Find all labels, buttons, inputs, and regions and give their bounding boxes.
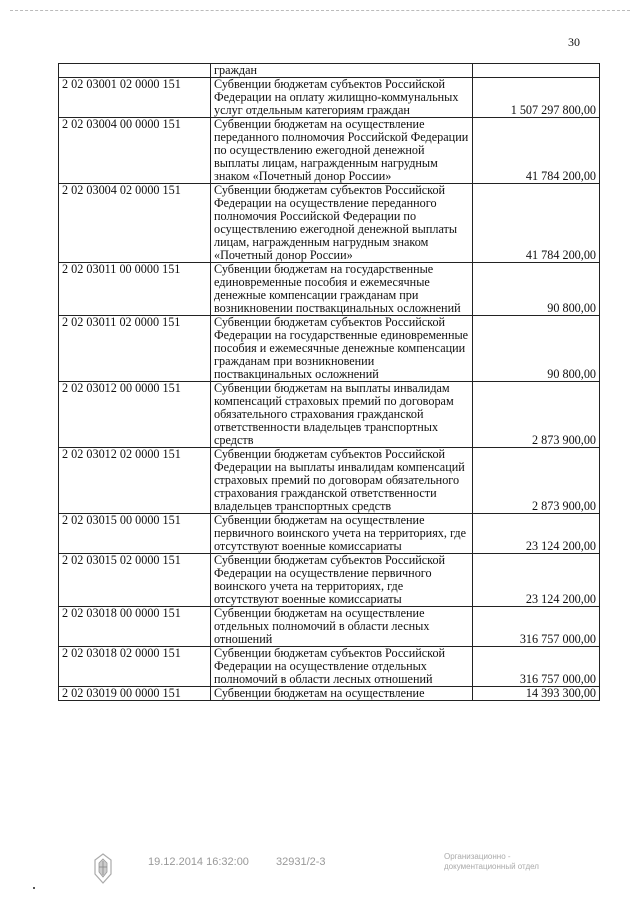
table-row — [59, 554, 600, 607]
budget-code-cell: 2 02 03015 00 0000 151 — [59, 514, 211, 554]
table-row — [59, 687, 600, 701]
table-row — [59, 118, 600, 184]
footer-org-line-2: документационный отдел — [444, 862, 539, 871]
budget-code-cell: 2 02 03018 00 0000 151 — [59, 607, 211, 647]
footer-organization — [444, 852, 539, 872]
amount-cell: 1 507 297 800,00 — [473, 78, 600, 118]
amount-cell: 41 784 200,00 — [473, 184, 600, 263]
table-row — [59, 78, 600, 118]
description-cell: Субвенции бюджетам субъектов Российской Федерации на осуществление отдельных полномочий в области лесных отношений — [211, 647, 473, 687]
budget-code-cell: 2 02 03015 02 0000 151 — [59, 554, 211, 607]
scan-dot — [33, 887, 35, 889]
budget-code-cell: 2 02 03004 02 0000 151 — [59, 184, 211, 263]
amount-cell: 14 393 300,00 — [473, 687, 600, 701]
amount-cell: 2 873 900,00 — [473, 448, 600, 514]
coat-of-arms-icon — [90, 852, 116, 886]
amount-cell: 316 757 000,00 — [473, 607, 600, 647]
budget-code-cell: 2 02 03011 02 0000 151 — [59, 316, 211, 382]
budget-code-cell — [59, 64, 211, 78]
footer-org-line-1: Организационно - — [444, 852, 511, 861]
table-row — [59, 64, 600, 78]
table-row — [59, 382, 600, 448]
budget-code-cell: 2 02 03004 00 0000 151 — [59, 118, 211, 184]
amount-cell: 316 757 000,00 — [473, 647, 600, 687]
table-row — [59, 647, 600, 687]
table-row — [59, 316, 600, 382]
budget-code-cell: 2 02 03012 00 0000 151 — [59, 382, 211, 448]
description-cell: Субвенции бюджетам субъектов Российской Федерации на осуществление переданного полномочия Российской Федерации по осуществлению ежегодной денежной выплаты лицам, награжденным нагрудным знаком «Почетный донор России» — [211, 184, 473, 263]
description-cell: Субвенции бюджетам субъектов Российской Федерации на выплаты инвалидам компенсаций страховых премий по договорам обязательного страхования гражданской ответственности владельцев транспортных средств — [211, 448, 473, 514]
amount-cell: 90 800,00 — [473, 316, 600, 382]
budget-code-cell: 2 02 03019 00 0000 151 — [59, 687, 211, 701]
table-row — [59, 448, 600, 514]
description-cell: Субвенции бюджетам на осуществление переданного полномочия Российской Федерации по осуществлению ежегодной денежной выплаты лицам, награжденным нагрудным знаком «Почетный донор России» — [211, 118, 473, 184]
page-footer — [0, 852, 640, 902]
budget-code-cell: 2 02 03018 02 0000 151 — [59, 647, 211, 687]
table-row — [59, 607, 600, 647]
table-row — [59, 263, 600, 316]
description-cell: Субвенции бюджетам на осуществление отдельных полномочий в области лесных отношений — [211, 607, 473, 647]
page-number: 30 — [568, 35, 580, 49]
amount-cell: 23 124 200,00 — [473, 514, 600, 554]
description-cell: Субвенции бюджетам субъектов Российской Федерации на государственные единовременные пособия и ежемесячные денежные компенсации гражданам при возникновении поствакцинальных осложнений — [211, 316, 473, 382]
budget-table-body — [59, 64, 600, 701]
amount-cell: 41 784 200,00 — [473, 118, 600, 184]
budget-code-cell: 2 02 03012 02 0000 151 — [59, 448, 211, 514]
footer-datetime: 19.12.2014 16:32:00 — [148, 856, 249, 868]
description-cell: Субвенции бюджетам на выплаты инвалидам компенсаций страховых премий по договорам обязательного страхования гражданской ответственности владельцев транспортных средств — [211, 382, 473, 448]
description-cell: Субвенции бюджетам на осуществление — [211, 687, 473, 701]
amount-cell: 90 800,00 — [473, 263, 600, 316]
description-cell: граждан — [211, 64, 473, 78]
table-row — [59, 514, 600, 554]
amount-cell: 23 124 200,00 — [473, 554, 600, 607]
description-cell: Субвенции бюджетам субъектов Российской Федерации на осуществление первичного воинского учета на территориях, где отсутствуют военные комиссариаты — [211, 554, 473, 607]
description-cell: Субвенции бюджетам на государственные единовременные пособия и ежемесячные денежные компенсации гражданам при возникновении поствакцинальных осложнений — [211, 263, 473, 316]
description-cell: Субвенции бюджетам субъектов Российской Федерации на оплату жилищно-коммунальных услуг отдельным категориям граждан — [211, 78, 473, 118]
amount-cell: 2 873 900,00 — [473, 382, 600, 448]
table-row — [59, 184, 600, 263]
budget-table — [58, 63, 600, 701]
description-cell: Субвенции бюджетам на осуществление первичного воинского учета на территориях, где отсутствуют военные комиссариаты — [211, 514, 473, 554]
footer-document-number: 32931/2-3 — [276, 856, 326, 868]
budget-code-cell: 2 02 03001 02 0000 151 — [59, 78, 211, 118]
top-border-line — [10, 10, 630, 11]
amount-cell — [473, 64, 600, 78]
budget-code-cell: 2 02 03011 00 0000 151 — [59, 263, 211, 316]
